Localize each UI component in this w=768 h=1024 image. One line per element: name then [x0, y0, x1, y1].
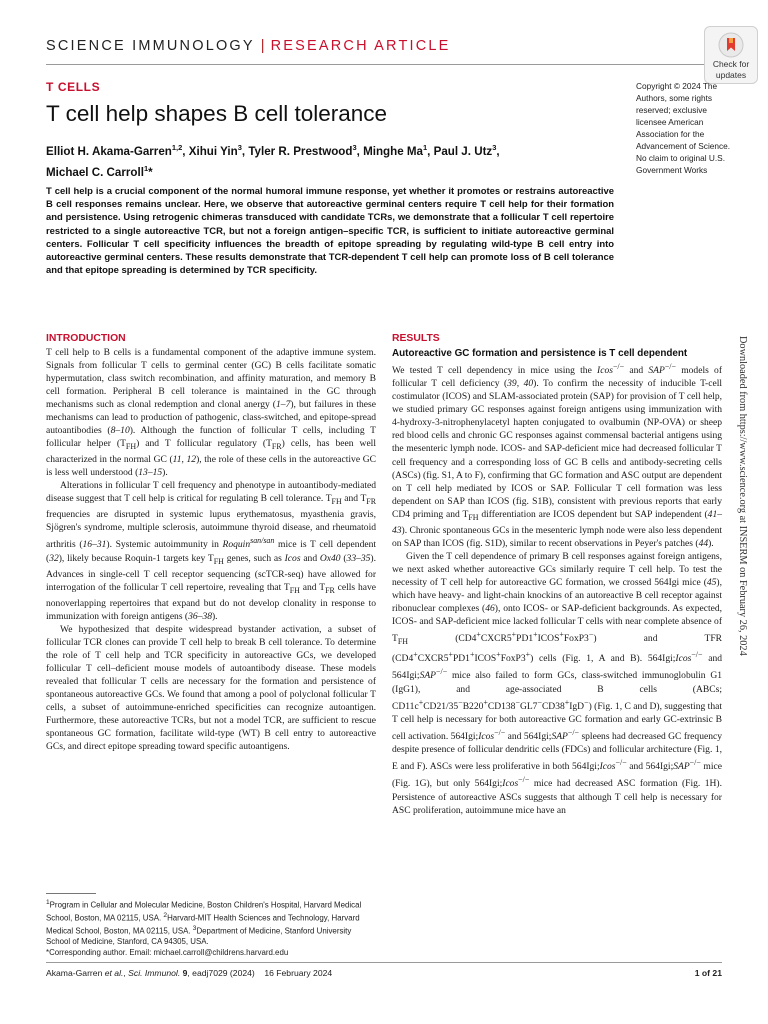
copyright-notice: Copyright © 2024 The Authors, some rights reserved; exclusive licensee American Association for the Advancement of Science. No claim to original U.S. Government Works [636, 81, 731, 175]
journal-header [46, 38, 451, 54]
intro-paragraph-1: T cell help to B cells is a fundamental component of the adaptive immune system. Signals from follicular T cells to germinal center (GC) B cells facilitate somatic hypermutation, class switch recombination, and affinity maturation, and memory B cell formation. Peripheral B cell tolerance is maintained in the GC through mechanisms such as clonal redemption and clonal anergy (1–7), but failures in these mechanisms can lead to production of pathogenic, class-switched, and epitope-spread autoantibodies (8–10). Although the function of follicular T cells, including T follicular helper $(T_{FH})$ and T follicular regulatory $(T_{FR})$ cells, has been well characterized in the normal GC (11, 12), the role of these cells in the autoreactive GC is less well understood (13–15). [46, 347, 377, 479]
results-paragraph-1: We tested T cell dependency in mice using the Icos−/− and SAP−/− models of follicular T cell deficiency (39, 40). To confirm the necessity of inducible T-cell costimulator (ICOS) and SLAM-associated protein (SAP) for provision of T cell help, we studied primary GC responses against foreign antigens using immunization with 4-hydroxy-3-nitrophenylacetyl hapten conjugated to ovalbumin (NP-OVA) or sheep red blood cells and chronic GC responses against commensal bacterial antigens using the mesenteric lymph node. ICOS- and SAP-deficient mice had decreased follicular T cell frequency and a corresponding loss of GC B cells and antibody-secreting cells (ASCs) (fig. S1, A to F), confirming that GC formation and ASC output are dependent on T cell help mediated by ICOS or SAP. Follicular T cell formation was less dependent on SAP than ICOS (fig. S1B), consistent with previous reports that early CD4 priming and $T_{FH}$ differentiation are ICOS dependent but SAP independent (41–43). Chronic spontaneous GCs in the mesenteric lymph node were also less dependent on SAP than ICOS (fig. S1D), similar to recent observations in Peyer's patches (44). [392, 362, 722, 549]
abstract: T cell help is a crucial component of the normal humoral immune response, yet whether it promotes or restrains autoreactive B cell responses remains unclear. Here, we observe that autoreactive germinal centers require T cell help for their formation and persistence. Using retrogenic chimeras transduced with candidate TCRs, we demonstrate that a follicular T cell repertoire restricted to a single autoreactive TCR, but not a foreign antigen–specific TCR, is sufficient to initiate autoreactive germinal centers. Follicular T cell specificity influences the breadth of epitope spreading by regulating wild-type B cell entry into autoreactive germinal centers. These results demonstrate that TCR-dependent T cell help can promote loss of B cell tolerance and that epitope spreading is determined by TCR specificity. [46, 186, 614, 277]
journal-name: SCIENCE IMMUNOLOGY [46, 38, 255, 54]
footnote-rule [46, 893, 96, 894]
author-line-2: Michael C. Carroll$^1$* [46, 163, 153, 179]
footer-citation: Akama-Garren et al., Sci. Immunol. 9, eadj7029 (2024) 16 February 2024 [46, 968, 333, 978]
footnotes [46, 898, 376, 958]
intro-paragraph-2: Alterations in follicular T cell frequency and phenotype in autoantibody-mediated disease suggest that T cell help is critical for regulating B cell tolerance. $T_{FH}$ and $T_{FR}$ frequencies are disrupted in systemic lupus erythematosus, myasthenia gravis, Sjögren's syndrome, multiple sclerosis, autoimmune thyroid disease, and rheumatoid arthritis (16–31). Systemic autoimmunity in Roquin$^{san/san}$ mice is T cell dependent (32), likely because Roquin-1 targets key $T_{FH}$ genes, such as Icos and Ox40 (33–35). Advances in single-cell T cell receptor sequencing (scTCR-seq) have allowed for interrogation of the follicular T cell repertoire, revealing that $T_{FH}$ and $T_{FR}$ cells have nonoverlapping repertoires that expand but do not develop clonality in response to immunization with foreign antigens (36–38). [46, 480, 377, 622]
header-separator: | [260, 38, 265, 54]
bookmark-ribbon-icon [718, 32, 744, 58]
check-updates-label-1: Check for [712, 59, 750, 69]
introduction-heading: INTRODUCTION [46, 333, 126, 344]
results-paragraph-2: Given the T cell dependence of primary B cell responses against foreign antigens, we next asked whether autoreactive GCs similarly require T cell help. To test the necessity of T cell help for autoreactive GC formation, we crossed 564Igi mice (45), which have heavy- and light-chain knockins of an autoreactive B cell receptor against ribonuclear complexes (46), onto ICOS- or SAP-deficient backgrounds. As expected, ICOS- and SAP-deficient mice lacked follicular T cells with near complete absence of $T_{FH}$ (CD4+CXCR5+PD1+ICOS+FoxP3−) and TFR (CD4+CXCR5+PD1+ICOS+FoxP3+) cells (Fig. 1, A and B). 564Igi;Icos−/− and 564Igi;SAP−/− mice also failed to form GCs, class-switched immunoglobulin G1 (IgG1), and age-associated B cells (ABCs; CD11c+CD21/35−B220+CD138−GL7−CD38+IgD−) (Fig. 1, C and D), suggesting that T cell help is necessary for both autoreactive GC formation and early GC-extrinsic B cell activation. 564Igi;Icos−/− and 564Igi;SAP−/− spleens had decreased GC frequency despite presence of follicular dendritic cells (FDCs) and follicular architecture (Fig. 1, E and F). ASCs were less proliferative in both 564Igi;Icos−/− and 564Igi;SAP−/− mice (Fig. 1G), but only 564Igi;Icos−/− mice had decreased ASC formation (Fig. 1H). Persistence of autoreactive ASCs suggests that although T cell help is necessary for ASC proliferation, autoimmune mice have an [392, 550, 723, 816]
results-subheading: Autoreactive GC formation and persistence is T cell dependent [392, 348, 688, 359]
author-list [46, 139, 606, 181]
header-rule [46, 64, 722, 65]
page-number: 1 of 21 [694, 968, 722, 978]
article-type: RESEARCH ARTICLE [270, 38, 451, 54]
check-updates-label-2: updates [715, 70, 747, 80]
section-label: T CELLS [46, 80, 101, 94]
download-watermark: Downloaded from https://www.science.org at INSERM on February 26, 2024 [737, 336, 748, 656]
author-line-1: Elliot H. Akama-Garren$^{1,2}$, Xihui Yin$^3$, Tyler R. Prestwood$^3$, Minghe Ma$^1$, Paul J. Utz$^3$, [46, 143, 500, 158]
intro-paragraph-3: We hypothesized that despite widespread bystander activation, a subset of follicular TCR clones can provide T cell help to break B cell tolerance. To determine the role of T cell help and TCR specificity in autoreactive GCs, we developed follicular T cell–deficient mouse models of autoantibody disease. These models revealed that follicular T cells are necessary for the formation and persistence of spontaneous autoreactive GCs. We found that among a pool of polyclonal follicular T cells, a subset of autoimmune-enriched specificities can recognize autoantigen. Furthermore, these autoreactive TCRs, but not a model TCR, are sufficient to rescue spontaneous GC formation, facilitate wild-type (WT) B cell entry to autoreactive GCs, and direct epitope spreading toward specific autoantigens. [46, 623, 376, 753]
results-heading: RESULTS [392, 333, 440, 344]
corresponding-author: *Corresponding author. Email: michael.carroll@childrens.harvard.edu [46, 947, 289, 957]
footer-rule [46, 962, 722, 963]
affiliations: $^1$Program in Cellular and Molecular Medicine, Boston Children's Hospital, Harvard Medical School, Boston, MA 02115, USA. $^2$Harvard-MIT Health Sciences and Technology, Harvard Medical School, Boston, MA 02115, USA. $^3$Department of Medicine, Stanford University School of Medicine, Stanford, CA 94305, USA. [46, 899, 362, 947]
check-for-updates-badge[interactable] [704, 26, 758, 84]
right-column [392, 332, 722, 817]
left-column [46, 332, 376, 753]
article-title: T cell help shapes B cell tolerance [46, 101, 388, 126]
